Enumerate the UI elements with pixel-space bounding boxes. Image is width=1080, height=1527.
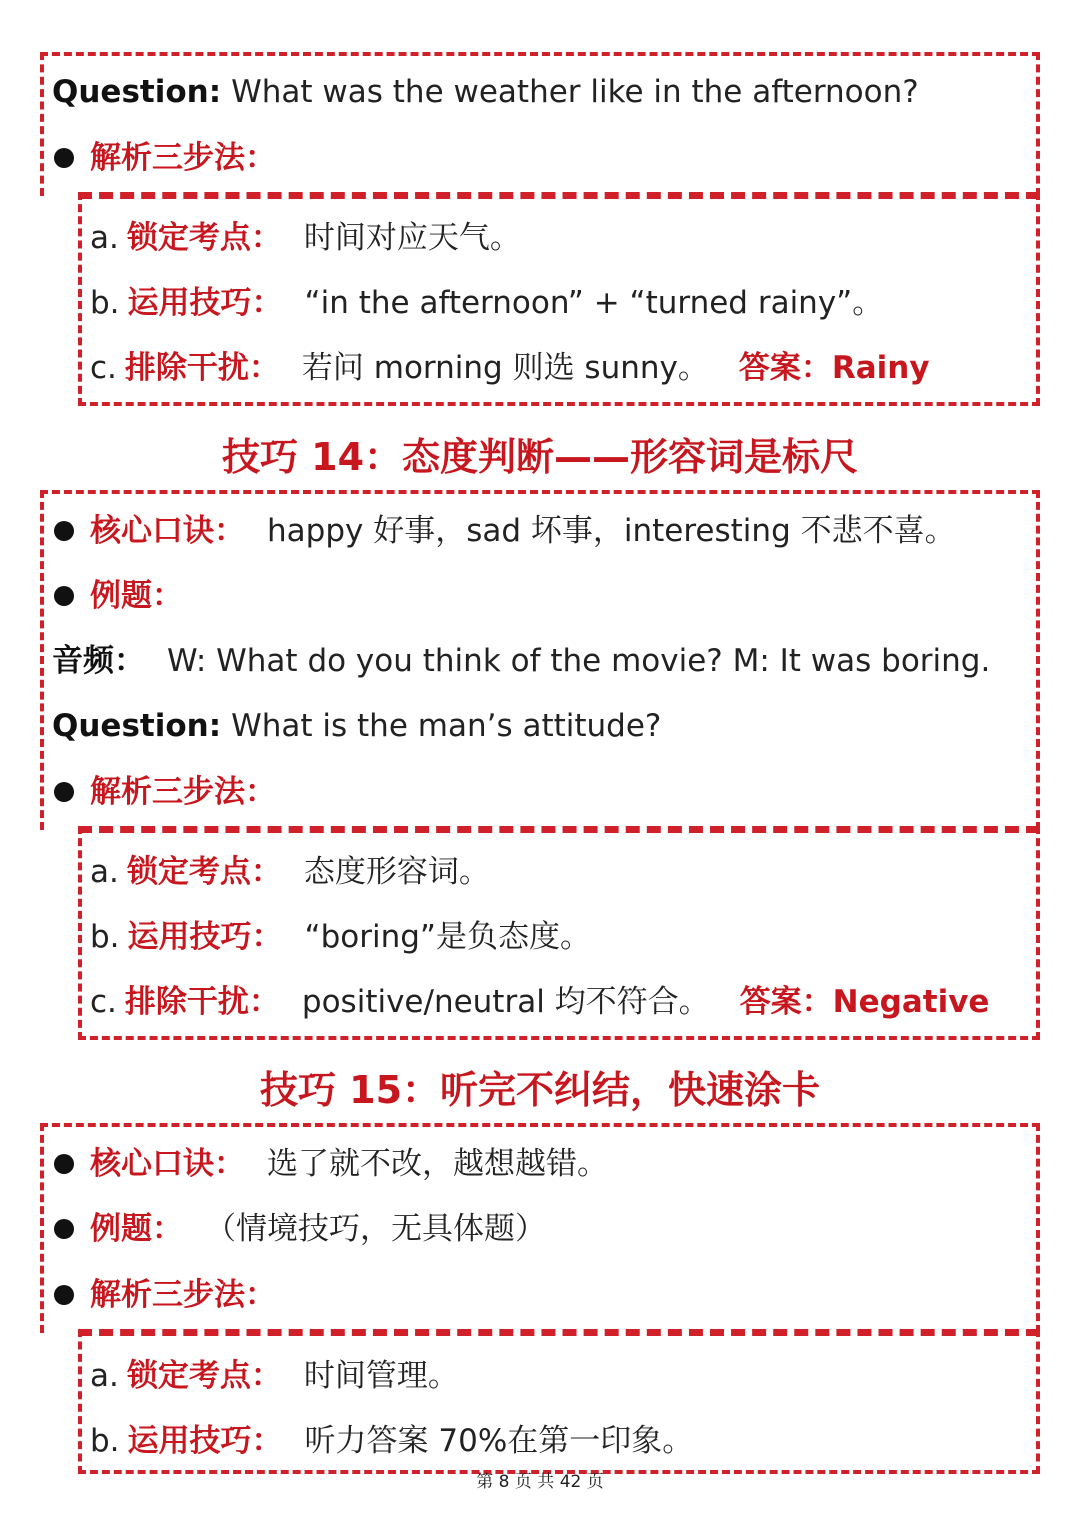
- s13-step-b: [90, 283, 883, 323]
- bullet-icon: [54, 782, 74, 802]
- core-text: happy 好事，sad 坏事，interesting 不悲不喜。: [267, 513, 956, 549]
- step-text: 听力答案 70%在第一印象。: [304, 1423, 694, 1459]
- s15-analysis-line: [54, 1275, 276, 1315]
- step-label: 锁定考点：: [126, 854, 282, 890]
- s14-audio-line: [52, 641, 990, 681]
- s14-question-line: [52, 706, 661, 746]
- s13-analysis-line: [54, 138, 276, 178]
- answer-text: 答案：Rainy: [738, 350, 930, 386]
- s13-question-line: [52, 72, 919, 112]
- s14-step-b: [90, 917, 591, 957]
- step-prefix: b.: [90, 1423, 120, 1459]
- step-label: 运用技巧：: [127, 1423, 283, 1459]
- step-prefix: b.: [90, 285, 120, 321]
- example-label: 例题：: [90, 1211, 183, 1247]
- s14-analysis-line: [54, 772, 276, 812]
- s14-step-c: [90, 982, 989, 1022]
- answer-text: 答案：Negative: [739, 984, 990, 1020]
- question-text: What is the man’s attitude?: [231, 708, 662, 744]
- step-prefix: a.: [90, 1358, 119, 1394]
- example-label: 例题：: [90, 578, 183, 614]
- step-prefix: a.: [90, 854, 119, 890]
- step-text: 态度形容词。: [303, 854, 490, 890]
- s14-example-line: [54, 576, 183, 616]
- audio-text: W: What do you think of the movie? M: It was boring.: [167, 643, 991, 679]
- bullet-icon: [54, 586, 74, 606]
- step-text: “boring”是负态度。: [304, 919, 591, 955]
- bullet-icon: [54, 1285, 74, 1305]
- page-number: 第 8 页 共 42 页: [476, 1472, 604, 1492]
- step-prefix: a.: [90, 220, 119, 256]
- step-text: 若问 morning 则选 sunny。: [301, 350, 709, 386]
- bullet-icon: [54, 1219, 74, 1239]
- step-label: 锁定考点：: [126, 1358, 282, 1394]
- s14-core-line: [54, 511, 956, 551]
- bullet-icon: [54, 1154, 74, 1174]
- analysis-label: 解析三步法：: [90, 1277, 276, 1313]
- core-label: 核心口诀：: [90, 1146, 245, 1182]
- step-prefix: c.: [90, 350, 117, 386]
- analysis-label: 解析三步法：: [90, 774, 276, 810]
- step-text: 时间对应天气。: [303, 220, 521, 256]
- question-label: Question:: [52, 74, 222, 110]
- s14-title: 技巧 14：态度判断——形容词是标尺: [221, 435, 859, 479]
- step-label: 排除干扰：: [124, 984, 280, 1020]
- step-label: 锁定考点：: [126, 220, 282, 256]
- step-prefix: c.: [90, 984, 117, 1020]
- s13-step-a: [90, 218, 521, 258]
- core-text: 选了就不改，越想越错。: [267, 1146, 608, 1182]
- s15-core-line: [54, 1144, 608, 1184]
- s15-step-a: [90, 1356, 459, 1396]
- bullet-icon: [54, 521, 74, 541]
- step-text: 时间管理。: [303, 1358, 459, 1394]
- question-text: What was the weather like in the afternoon?: [231, 74, 919, 110]
- question-label: Question:: [52, 708, 222, 744]
- s15-title: 技巧 15：听完不纠结，快速涂卡: [259, 1068, 821, 1112]
- s13-step-c: [90, 348, 930, 388]
- s15-example-line: [54, 1209, 546, 1249]
- bullet-icon: [54, 148, 74, 168]
- step-prefix: b.: [90, 919, 120, 955]
- audio-label: 音频：: [52, 643, 145, 679]
- example-text: （情境技巧，无具体题）: [205, 1211, 546, 1247]
- step-text: “in the afternoon” + “turned rainy”。: [304, 285, 884, 321]
- analysis-label: 解析三步法：: [90, 140, 276, 176]
- step-label: 运用技巧：: [127, 919, 283, 955]
- core-label: 核心口诀：: [90, 513, 245, 549]
- step-text: positive/neutral 均不符合。: [301, 984, 710, 1020]
- s15-step-b: [90, 1421, 693, 1461]
- s14-step-a: [90, 852, 490, 892]
- step-label: 运用技巧：: [127, 285, 283, 321]
- step-label: 排除干扰：: [124, 350, 280, 386]
